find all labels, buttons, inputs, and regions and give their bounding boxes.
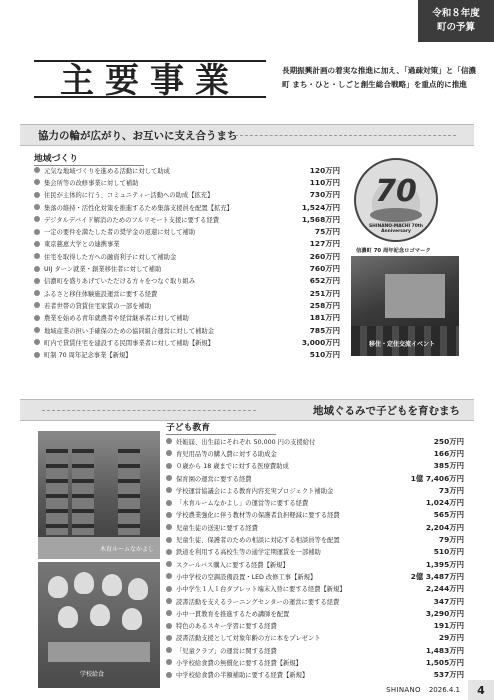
list-item: [166, 496, 464, 508]
table-shape: [48, 642, 150, 662]
item-amount: 110万円: [309, 177, 340, 187]
list-item: [166, 460, 464, 472]
bookshelf-shape: [118, 449, 140, 535]
child-shape: [122, 608, 142, 630]
list-item: [166, 619, 464, 631]
child-shape: [48, 576, 68, 598]
section2-subheading: 子ども教育: [166, 420, 276, 435]
bullet-dot-icon: [166, 610, 172, 616]
item-name: 町内で貸賃住宅を建設する民間事業者に対して補助【新規】: [44, 339, 215, 347]
anniversary-logo: [354, 158, 438, 242]
bullet-dot-icon: [34, 229, 40, 235]
list-item: [166, 533, 464, 545]
item-amount: 3,290万円: [425, 608, 464, 618]
lunch-photo-caption: 学校給食: [80, 671, 105, 678]
list-item: [34, 336, 340, 348]
list-item: [166, 607, 464, 619]
bullet-dot-icon: [34, 339, 40, 345]
footer: [360, 680, 494, 700]
list-item: [166, 472, 464, 484]
item-amount: 537万円: [433, 670, 464, 680]
list-item: [166, 447, 464, 459]
item-name: 地域産業の担い手確保のための協同組合運営に対して補助金: [44, 327, 215, 335]
item-name: 農業を始める青年就農者や経営継承者に対して補助: [44, 315, 189, 323]
event-photo: [351, 256, 459, 356]
item-name: 保育園の運営に要する経費: [176, 475, 252, 483]
item-name: 元気な地域づくりを進める活動に対して助成: [44, 167, 170, 175]
list-item: [166, 484, 464, 496]
footer-publication: SHINANO: [386, 686, 421, 694]
item-amount: 75万円: [314, 227, 340, 237]
bullet-dot-icon: [166, 450, 172, 456]
item-amount: 347万円: [433, 596, 464, 606]
item-amount: 730万円: [309, 190, 340, 200]
item-name: 住宅を取得した方への融資利子に対して補助金: [44, 253, 177, 261]
item-name: 育児用品等の購入費に対する助成金: [176, 450, 277, 458]
list-item: [166, 509, 464, 521]
list-item: [166, 435, 464, 447]
item-amount: 2,204万円: [425, 522, 464, 532]
list-item: [34, 324, 340, 336]
item-amount: 1億 7,406万円: [410, 473, 464, 483]
bullet-dot-icon: [166, 512, 172, 518]
item-name: 小中学生１人１台タブレット端末入替に要する経費【新規】: [176, 586, 346, 594]
bullet-dot-icon: [34, 179, 40, 185]
item-name: 学校農業強化に伴う教材等の保護者負担軽減に要する経費: [176, 512, 340, 520]
item-amount: 3,000万円: [301, 337, 340, 347]
bullet-dot-icon: [166, 537, 172, 543]
item-amount: 29万円: [438, 633, 464, 643]
title-frame: [34, 60, 266, 98]
section1-band-title: 協力の輪が広がり、お互いに支え合うまち: [38, 129, 238, 142]
library-photo: [38, 431, 160, 559]
lunch-photo: [38, 562, 160, 688]
list-item: [34, 189, 340, 201]
bullet-dot-icon: [166, 672, 172, 678]
list-item: [34, 225, 340, 237]
page-title: [34, 52, 266, 102]
child-shape: [58, 606, 78, 628]
year-badge: [418, 0, 494, 42]
footer-date: 2026.4.1: [428, 686, 460, 694]
item-name: 児童生徒の送迎に要する経費: [176, 524, 258, 532]
bullet-dot-icon: [166, 659, 172, 665]
bullet-dot-icon: [34, 352, 40, 358]
item-name: UIJ ターン就業・創業移住者に対して補助: [44, 266, 162, 274]
item-name: 特色のあるスキー学習に要する経費: [176, 623, 277, 631]
list-item: [34, 176, 340, 188]
list-item: [166, 656, 464, 668]
page-number: 4: [468, 680, 494, 700]
item-amount: 2億 3,487万円: [410, 571, 464, 581]
list-item: [34, 275, 340, 287]
list-item: [34, 201, 340, 213]
bullet-dot-icon: [34, 192, 40, 198]
bullet-dot-icon: [166, 549, 172, 555]
bullet-dot-icon: [166, 475, 172, 481]
bullet-dot-icon: [166, 647, 172, 653]
bullet-dot-icon: [166, 586, 172, 592]
badge-line1: 令和８年度: [432, 8, 480, 19]
item-name: 住民が主体的に行う、コミュニティー活動への助成【拡充】: [44, 192, 214, 200]
item-amount: 1,568万円: [301, 214, 340, 224]
bullet-dot-icon: [166, 561, 172, 567]
item-amount: 260万円: [309, 251, 340, 261]
item-amount: 1,524万円: [301, 202, 340, 212]
item-name: 町制 70 周年記念事業【新規】: [44, 352, 132, 360]
item-amount: 565万円: [433, 510, 464, 520]
item-amount: 127万円: [309, 239, 340, 249]
item-amount: 1,024万円: [425, 498, 464, 508]
list-item: [34, 238, 340, 250]
item-name: 一定の要件を満たした者の奨学金の返還に対して補助: [44, 229, 196, 237]
item-name: 鉄道を利用する高校生等の通学定期運賃を一部補助: [176, 549, 321, 557]
bullet-dot-icon: [166, 524, 172, 530]
bullet-dot-icon: [34, 302, 40, 308]
logo-number: 70: [375, 174, 417, 209]
badge-line2: 町の予算: [436, 22, 475, 33]
bullet-dot-icon: [166, 598, 172, 604]
bullet-dot-icon: [166, 500, 172, 506]
library-photo-caption: 木育ルームなかよし: [99, 546, 154, 553]
section1-band: [20, 124, 474, 146]
event-screen-shape: [385, 274, 445, 318]
item-name: 妊娠届、出生届にそれぞれ 50,000 円の支援給付: [176, 438, 316, 446]
section2-band-title: 地域ぐるみで子どもを育むまち: [313, 404, 460, 417]
bullet-dot-icon: [34, 266, 40, 272]
logo-ring-text: SHINANO-MACHI 70th Anniversary: [368, 224, 423, 234]
bullet-dot-icon: [166, 635, 172, 641]
item-amount: 251万円: [309, 288, 340, 298]
bullet-dot-icon: [34, 315, 40, 321]
item-name: 若者世帯の貸賃住宅家賃の一部を補助: [44, 302, 152, 310]
bullet-dot-icon: [34, 167, 40, 173]
item-name: 集落の維持・活性化対策を推進するため集落支援員を配置【拡充】: [44, 204, 233, 212]
item-name: 読書活動を支えるラーニングセンターの運営に要する経費: [176, 598, 340, 606]
item-amount: 510万円: [309, 350, 340, 360]
bullet-dot-icon: [34, 241, 40, 247]
item-amount: 73万円: [438, 485, 464, 495]
list-item: [34, 213, 340, 225]
event-photo-caption: 移住・定住交流イベント: [369, 341, 436, 348]
list-item: [166, 570, 464, 582]
item-name: 学校運営協議会による教育内容充実プロジェクト補助金: [176, 487, 334, 495]
child-shape: [74, 572, 94, 594]
child-shape: [90, 604, 110, 626]
section2-band: [20, 399, 474, 421]
list-item: [34, 348, 340, 360]
item-amount: 1,505万円: [425, 657, 464, 667]
item-amount: 785万円: [309, 325, 340, 335]
item-name: 集会所等の改修事業に対して補助: [44, 179, 139, 187]
lead-text: 長期振興計画の着実な推進に加え、「過疎対策」と「信濃町 まち・ひと・しごと創生総合戦略」を重点的に推進: [282, 66, 477, 89]
item-name: 児童生徒、保護者のための相談に対応する相談員等を配置: [176, 537, 340, 545]
item-name: 小学校給食費の無償化に要する経費【新規】: [176, 659, 302, 667]
item-name: 小中一貫教育を推進するため講師を配置: [176, 610, 290, 618]
item-amount: 510万円: [433, 547, 464, 557]
bullet-dot-icon: [166, 438, 172, 444]
item-name: スクールバス購入に要する経費【新規】: [176, 561, 289, 569]
item-name: ０歳から 18 歳までに対する医療費助成: [176, 463, 289, 471]
bookshelf-shape: [72, 449, 94, 535]
bullet-dot-icon: [166, 487, 172, 493]
list-item: [34, 299, 340, 311]
list-item: [166, 644, 464, 656]
bookshelf-shape: [46, 449, 68, 535]
item-amount: 120万円: [309, 165, 340, 175]
item-amount: 79万円: [438, 535, 464, 545]
bullet-dot-icon: [34, 204, 40, 210]
child-shape: [102, 574, 122, 596]
logo-caption: 信濃町 70 周年記念ロゴマーク: [356, 248, 431, 254]
item-name: 中学校給食費の半額補助に要する経費【新規】: [176, 672, 309, 680]
list-item: [166, 521, 464, 533]
bullet-dot-icon: [34, 253, 40, 259]
bullet-dot-icon: [34, 278, 40, 284]
list-item: [166, 546, 464, 558]
bullet-dot-icon: [166, 623, 172, 629]
list-item: [34, 164, 340, 176]
logo-wave-shape: [370, 208, 422, 222]
list-item: [34, 287, 340, 299]
list-item: [34, 250, 340, 262]
item-name: 「児童クラブ」の運営に関する経費: [176, 647, 277, 655]
bullet-dot-icon: [34, 327, 40, 333]
item-amount: 760万円: [309, 264, 340, 274]
item-name: 「木育ルームなかよし」の運営等に要する経費: [176, 500, 309, 508]
list-item: [166, 583, 464, 595]
item-name: ふるさと移住体験施設運営に要する経費: [44, 290, 158, 298]
item-name: 信濃町を盛りあげていただける方々をつなぐ取り組み: [44, 278, 196, 286]
item-amount: 2,244万円: [425, 584, 464, 594]
item-amount: 250万円: [433, 436, 464, 446]
child-shape: [128, 578, 148, 600]
title-text: 主要事業: [60, 60, 240, 101]
bullet-dot-icon: [34, 216, 40, 222]
item-amount: 181万円: [309, 313, 340, 323]
item-amount: 385万円: [433, 461, 464, 471]
section1-item-list: [34, 164, 340, 361]
list-item: [166, 632, 464, 644]
item-name: 小中学校の空調設備設置・LED 改修工事【新規】: [176, 573, 317, 581]
list-item: [166, 595, 464, 607]
list-item: [34, 262, 340, 274]
item-amount: 652万円: [309, 276, 340, 286]
item-amount: 1,483万円: [425, 645, 464, 655]
item-name: 東京慈恵大学との連携事業: [44, 241, 120, 249]
item-amount: 258万円: [309, 300, 340, 310]
list-item: [34, 312, 340, 324]
item-amount: 191万円: [433, 621, 464, 631]
bullet-dot-icon: [166, 573, 172, 579]
bullet-dot-icon: [166, 463, 172, 469]
section2-item-list: [166, 435, 464, 681]
bullet-dot-icon: [34, 290, 40, 296]
item-name: 読書活動支援として対象年齢の方に本をプレゼント: [176, 635, 321, 643]
item-amount: 166万円: [433, 448, 464, 458]
item-amount: 1,395万円: [425, 559, 464, 569]
list-item: [166, 558, 464, 570]
item-name: デジタルデバイド解消のためのフルリモート支援に要する経費: [44, 216, 220, 224]
section1-subheading: 地域づくり: [34, 151, 144, 166]
